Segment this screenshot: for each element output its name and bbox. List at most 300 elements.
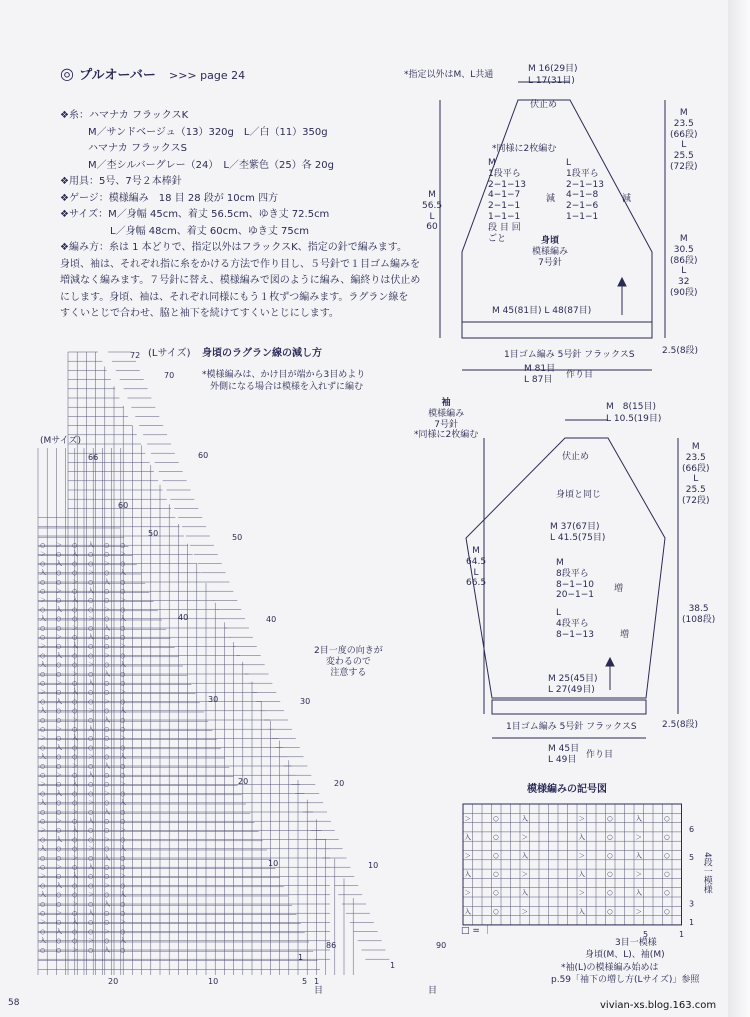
raglan-stitch-symbol: ○ <box>72 615 78 623</box>
pattern-col-label: 1 <box>679 929 685 939</box>
pattern-row-label: 3 <box>689 899 695 909</box>
raglan-stitch-symbol: ○ <box>40 634 46 641</box>
raglan-stitch-symbol: ○ <box>56 762 62 770</box>
raglan-stitch-symbol: ＞ <box>56 772 63 779</box>
pattern-stitch-symbol: ○ <box>664 814 670 823</box>
raglan-stitch-symbol: ○ <box>104 845 110 853</box>
raglan-stitch-symbol: ○ <box>40 588 46 595</box>
raglan-stitch-symbol: ＞ <box>104 882 111 890</box>
raglan-stitch-symbol: ○ <box>88 652 94 660</box>
raglan-stitch-symbol: ○ <box>88 762 94 770</box>
raglan-stitch-symbol: ○ <box>120 670 126 678</box>
raglan-stitch-symbol: 入 <box>56 744 63 752</box>
raglan-stitch-symbol: ＞ <box>72 900 79 908</box>
raglan-row-label-L: 60 <box>198 451 209 460</box>
raglan-stitch-symbol: ○ <box>88 606 94 614</box>
raglan-row-label-L: 50 <box>232 533 243 542</box>
raglan-stitch-symbol: ○ <box>40 652 46 660</box>
raglan-stitch-symbol: ○ <box>104 615 110 623</box>
raglan-stitch-symbol: ＞ <box>88 661 95 669</box>
pattern-stitch-symbol: 入 <box>578 907 585 916</box>
raglan-grid <box>30 340 450 1000</box>
sleeve-top-width-M: M 8(15目) <box>606 402 656 412</box>
raglan-stitch-symbol: ○ <box>40 928 46 936</box>
pattern-stitch-symbol: ○ <box>493 814 499 823</box>
raglan-stitch-symbol: 入 <box>104 670 111 678</box>
raglan-stitch-symbol: ＞ <box>104 560 111 568</box>
raglan-stitch-symbol: ○ <box>72 542 78 549</box>
raglan-stitch-symbol: ○ <box>56 873 62 881</box>
pattern-caption-2: *袖(L)の模様編み始めは <box>561 963 659 973</box>
raglan-col-label: 5 <box>302 977 308 986</box>
raglan-stitch-symbol: ＞ <box>40 873 47 881</box>
raglan-stitch-symbol: ＞ <box>104 790 111 798</box>
raglan-row-label-L: 20 <box>334 779 345 788</box>
raglan-stitch-symbol: ○ <box>104 891 110 899</box>
raglan-stitch-symbol: ○ <box>72 707 78 715</box>
raglan-stitch-symbol: ○ <box>56 900 62 908</box>
raglan-stitch-symbol: 入 <box>72 919 79 927</box>
raglan-stitch-symbol: 入 <box>88 588 95 595</box>
raglan-col-label: 10 <box>208 977 219 986</box>
raglan-stitch-symbol: ○ <box>56 753 62 761</box>
raglan-stitch-symbol: ＞ <box>56 726 63 733</box>
raglan-stitch-symbol: 入 <box>88 772 95 779</box>
raglan-stitch-symbol: ○ <box>40 808 46 816</box>
raglan-row-label-L: 10 <box>368 861 379 870</box>
raglan-stitch-symbol: ○ <box>120 606 126 614</box>
pattern-legend <box>461 926 492 937</box>
raglan-stitch-symbol: 入 <box>40 799 47 807</box>
raglan-stitch-symbol: ○ <box>104 680 110 687</box>
raglan-stitch-symbol: 入 <box>120 799 127 807</box>
method-line-4: にします。身頃、袖は、それぞれ同様にもう１枚ずつ編みます。ラグラン線を <box>60 291 409 303</box>
raglan-stitch-symbol: 入 <box>40 615 47 623</box>
body-lower-height: M 30.5 (86段) L 32 (90段) <box>670 234 698 298</box>
sleeve-bottom-width: M 25(45目) L 27(49目) <box>548 674 598 695</box>
raglan-row-label-M: 20 <box>238 777 249 786</box>
watermark: vivian-xs.blog.163.com <box>600 1000 717 1011</box>
raglan-stitch-symbol: ○ <box>88 928 94 936</box>
raglan-stitch-symbol: 入 <box>120 569 127 577</box>
raglan-stitch-symbol: ○ <box>72 937 78 945</box>
yarn-detail-1: M／サンドベージュ（13）320g L／白（11）350g <box>88 126 328 138</box>
raglan-stitch-symbol: ○ <box>120 790 126 798</box>
raglan-stitch-symbol: 入 <box>56 698 63 706</box>
body-raglan-height: M 23.5 (66段) L 25.5 (72段) <box>670 108 698 172</box>
pattern-stitch-symbol: ○ <box>493 832 499 841</box>
raglan-row-end-L: 90 <box>436 941 447 950</box>
raglan-stitch-symbol: ○ <box>72 588 78 595</box>
method-line-3: 増減なく編みます。７号針に替え、模様編みで図のように編み、編終りは伏止め <box>60 275 421 286</box>
raglan-stitch-symbol: ○ <box>56 845 62 853</box>
pattern-stitch-symbol: 入 <box>635 851 642 860</box>
raglan-stitch-symbol: ○ <box>72 753 78 761</box>
raglan-stitch-symbol: ＞ <box>88 845 95 853</box>
raglan-stitch-symbol: ○ <box>88 919 94 927</box>
instructions-block <box>60 108 420 323</box>
raglan-stitch-symbol: ＞ <box>120 873 127 881</box>
body-height: M 56.5 L 60 <box>422 190 443 233</box>
raglan-stitch-symbol: ＞ <box>56 864 63 871</box>
raglan-stitch-symbol: 入 <box>120 845 127 853</box>
raglan-stitch-symbol: ○ <box>56 946 62 954</box>
raglan-stitch-symbol: 入 <box>88 818 95 825</box>
page-reference: >>> page 24 <box>169 69 246 82</box>
raglan-stitch-symbol: ○ <box>40 542 46 549</box>
raglan-stitch-symbol: ○ <box>40 606 46 614</box>
raglan-stitch-symbol: ＞ <box>120 781 127 789</box>
sleeve-cast-on-word: 作り目 <box>586 750 614 760</box>
sleeve-height: M 64.5 L 66.5 <box>466 546 487 589</box>
pattern-stitch-symbol: ＞ <box>635 832 642 841</box>
body-rib-height: 2.5(8段) <box>662 346 699 356</box>
raglan-stitch-symbol: 入 <box>104 808 111 816</box>
raglan-stitch-symbol: 入 <box>72 643 79 651</box>
raglan-stitch-symbol: ○ <box>72 818 78 825</box>
pattern-stitch-symbol: ○ <box>607 814 613 823</box>
raglan-col-label: 1 <box>314 977 320 986</box>
raglan-stitch-symbol: ＞ <box>120 689 127 697</box>
raglan-stitch-symbol: ○ <box>120 560 126 568</box>
raglan-stitch-symbol: ○ <box>88 744 94 752</box>
raglan-stitch-symbol: ○ <box>40 726 46 733</box>
raglan-stitch-symbol: ○ <box>40 680 46 687</box>
raglan-stitch-symbol: ○ <box>104 689 110 697</box>
raglan-stitch-symbol: ○ <box>40 946 46 954</box>
raglan-stitch-symbol: ○ <box>104 818 110 825</box>
raglan-stitch-symbol: ○ <box>104 937 110 945</box>
body-dec-M: M 1段平ら 2−1−13 4−1−7 2−1−1 1−1−1 段 目 回 ごと <box>488 158 526 244</box>
raglan-stitch-symbol: 入 <box>56 606 63 614</box>
raglan-stitch-symbol: 入 <box>40 845 47 853</box>
raglan-stitch-symbol: ○ <box>72 560 78 568</box>
raglan-stitch-symbol: ○ <box>72 569 78 577</box>
raglan-stitch-symbol: ○ <box>56 937 62 945</box>
raglan-stitch-symbol: ○ <box>88 551 94 559</box>
yarn-detail-2: M／杢シルバーグレー（24） L／杢紫色（25）各 20g <box>88 159 334 171</box>
pattern-stitch-symbol: ＞ <box>578 814 585 823</box>
raglan-stitch-symbol: ○ <box>104 799 110 807</box>
raglan-stitch-symbol: ＞ <box>120 919 127 927</box>
sleeve-inc-word-M: 増 <box>614 584 624 594</box>
raglan-stitch-symbol: ○ <box>88 716 94 724</box>
raglan-stitch-symbol: ○ <box>40 910 46 917</box>
raglan-stitch-symbol: 入 <box>72 551 79 559</box>
body-width: M 45(81目) L 48(87目) <box>492 306 592 316</box>
raglan-stitch-symbol: ○ <box>40 560 46 568</box>
raglan-stitch-symbol: ○ <box>56 854 62 862</box>
raglan-stitch-symbol: ○ <box>56 661 62 669</box>
raglan-stitch-symbol: ＞ <box>120 643 127 651</box>
raglan-stitch-symbol: ○ <box>56 670 62 678</box>
raglan-stitch-symbol: ○ <box>40 790 46 798</box>
raglan-stitch-symbol: ○ <box>88 900 94 908</box>
raglan-stitch-symbol: 入 <box>104 900 111 908</box>
raglan-stitch-symbol: ○ <box>56 799 62 807</box>
raglan-row-label-M: 10 <box>268 859 279 868</box>
pattern-title: 模様編みの記号図 <box>527 784 607 795</box>
raglan-stitch-symbol: ＞ <box>72 624 79 632</box>
raglan-stitch-symbol: 入 <box>88 634 95 641</box>
raglan-row-label-M: 50 <box>148 529 159 538</box>
raglan-stitch-symbol: 入 <box>88 910 95 917</box>
raglan-stitch-symbol: ○ <box>88 624 94 632</box>
raglan-stitch-symbol: ＞ <box>56 818 63 825</box>
raglan-stitch-symbol: ○ <box>104 753 110 761</box>
raglan-stitch-symbol: 入 <box>120 937 127 945</box>
raglan-stitch-symbol: 入 <box>88 864 95 871</box>
raglan-stitch-symbol: ○ <box>56 551 62 559</box>
raglan-stitch-symbol: ○ <box>120 882 126 890</box>
raglan-stitch-symbol: ○ <box>56 569 62 577</box>
raglan-stitch-symbol: ○ <box>104 772 110 779</box>
raglan-stitch-symbol: ○ <box>104 873 110 881</box>
pattern-stitch-symbol: ○ <box>607 907 613 916</box>
raglan-stitch-symbol: 入 <box>56 560 63 568</box>
raglan-stitch-symbol: 入 <box>72 689 79 697</box>
pattern-col-label: 5 <box>643 929 649 939</box>
raglan-stitch-symbol: ＞ <box>88 615 95 623</box>
raglan-row-label-L: 70 <box>164 371 175 380</box>
raglan-stitch-symbol: ＞ <box>104 652 111 660</box>
raglan-stitch-symbol: ○ <box>56 891 62 899</box>
raglan-stitch-symbol: ○ <box>120 864 126 871</box>
raglan-stitch-symbol: ○ <box>120 726 126 733</box>
raglan-stitch-symbol: 入 <box>72 781 79 789</box>
raglan-stitch-symbol: ○ <box>104 726 110 733</box>
raglan-stitch-symbol: ○ <box>120 854 126 862</box>
raglan-note-1: *模様編みは、かけ目が端から3目めより <box>202 370 366 380</box>
raglan-stitch-symbol: ＞ <box>56 910 63 917</box>
raglan-stitch-symbol: ○ <box>88 854 94 862</box>
raglan-row-label-M: 66 <box>88 453 99 462</box>
raglan-stitch-symbol: ＞ <box>40 781 47 789</box>
raglan-stitch-symbol: ○ <box>72 836 78 844</box>
raglan-stitch-symbol: 入 <box>72 827 79 835</box>
raglan-stitch-symbol: ＞ <box>88 937 95 945</box>
raglan-stitch-symbol: ○ <box>120 772 126 779</box>
spiral-icon: ◎ <box>60 64 74 83</box>
raglan-stitch-symbol: ○ <box>88 670 94 678</box>
sleeve-upper-width: M 37(67目) L 41.5(75目) <box>550 522 606 543</box>
raglan-stitch-symbol: ○ <box>104 661 110 669</box>
pattern-stitch-symbol: ＞ <box>521 832 528 841</box>
pattern-stitch-symbol: ○ <box>607 888 613 897</box>
raglan-stitch-symbol: ＞ <box>56 680 63 687</box>
method-line-2: 身頃、袖は、それぞれ指に糸をかける方法で作り目し、５号針で１目ゴム編みを <box>60 258 420 270</box>
raglan-stitch-symbol: ○ <box>40 836 46 844</box>
sleeve-raglan-height: M 23.5 (66段) L 25.5 (72段) <box>682 442 710 506</box>
yarn-line: ❖糸：ハマナカ フラックスK <box>60 110 189 121</box>
pattern-stitch-symbol: ○ <box>607 832 613 841</box>
raglan-stitch-symbol: ○ <box>40 670 46 678</box>
raglan-stitch-symbol: 入 <box>88 542 95 549</box>
raglan-stitch-symbol: ○ <box>88 781 94 789</box>
method-line: ❖編み方：糸は 1 本どりで、指定以外はフラックスK、指定の針で編みます。 <box>60 242 407 253</box>
raglan-stitch-symbol: 入 <box>56 652 63 660</box>
raglan-row-label-L: 40 <box>266 615 277 624</box>
raglan-stitch-symbol: ○ <box>120 808 126 816</box>
pattern-stitch-symbol: 入 <box>521 851 528 860</box>
body-dec-word-M: 減 <box>546 194 556 204</box>
raglan-stitch-symbol: ＞ <box>40 643 47 651</box>
pattern-stitch-symbol: ＞ <box>464 814 471 823</box>
pattern-stitch-symbol: ○ <box>664 851 670 860</box>
raglan-stitch-symbol: ○ <box>56 643 62 651</box>
raglan-row-label-L: 72 <box>130 351 141 360</box>
raglan-stitch-symbol: ○ <box>120 624 126 632</box>
raglan-stitch-symbol: ○ <box>40 882 46 890</box>
raglan-stitch-symbol: ○ <box>88 698 94 706</box>
size-line-L: L／身幅 48cm、着丈 60cm、ゆき丈 75cm <box>110 225 309 237</box>
raglan-stitch-symbol: ＞ <box>104 744 111 752</box>
raglan-row-label-L: 30 <box>300 697 311 706</box>
pattern-stitch-symbol: ＞ <box>521 870 528 879</box>
raglan-stitch-symbol: ○ <box>56 615 62 623</box>
raglan-stitch-symbol: ＞ <box>56 634 63 641</box>
raglan-stitch-symbol: ＞ <box>104 698 111 706</box>
raglan-stitch-symbol: ○ <box>56 827 62 835</box>
pattern-stitch-symbol: 入 <box>521 888 528 897</box>
raglan-stitch-symbol: ＞ <box>104 606 111 614</box>
raglan-stitch-symbol: ○ <box>72 680 78 687</box>
raglan-stitch-symbol: ＞ <box>104 836 111 844</box>
raglan-stitch-symbol: ○ <box>104 551 110 559</box>
raglan-stitch-symbol: ○ <box>120 928 126 936</box>
raglan-stitch-symbol: ○ <box>120 634 126 641</box>
raglan-size-L: (Lサイズ) <box>148 348 191 359</box>
sleeve-inc-M: M 8段平ら 8−1−10 20−1−1 <box>556 558 594 601</box>
raglan-callout: 2目一度の向きが 変わるので 注意する <box>314 646 383 678</box>
raglan-stitch-symbol: ○ <box>120 818 126 825</box>
raglan-stitch-symbol: 入 <box>104 578 111 586</box>
pattern-stitch-symbol: ○ <box>493 870 499 879</box>
header <box>60 64 245 83</box>
sleeve-top-width-L: L 10.5(19目) <box>606 414 662 424</box>
raglan-stitch-symbol: 入 <box>104 854 111 862</box>
body-bind-off: 伏止め <box>530 100 558 110</box>
raglan-stitch-symbol: ○ <box>88 578 94 586</box>
raglan-stitch-symbol: 入 <box>72 597 79 605</box>
raglan-stitch-symbol: ○ <box>88 643 94 651</box>
raglan-stitch-symbol: ＞ <box>120 827 127 835</box>
pattern-stitch-symbol: ＞ <box>464 851 471 860</box>
sleeve-title: 袖 模様編み 7号針 *同様に2枚編む <box>414 398 479 441</box>
raglan-stitch-symbol: ○ <box>104 643 110 651</box>
body-ribbing: 1目ゴム編み 5号針 フラックスS <box>504 350 635 360</box>
body-count: *同様に2枚編む <box>492 144 557 154</box>
raglan-stitch-symbol: ○ <box>120 652 126 660</box>
raglan-stitch-symbol: 入 <box>120 753 127 761</box>
raglan-stitch-symbol: ○ <box>104 864 110 871</box>
pattern-title: プルオーバー <box>79 68 156 83</box>
body-dec-L: L 1段平ら 2−1−13 4−1−8 2−1−6 1−1−1 <box>566 158 604 222</box>
raglan-stitch-symbol: ＞ <box>40 919 47 927</box>
raglan-stitch-symbol: ○ <box>72 891 78 899</box>
raglan-row-label-M: 40 <box>178 613 189 622</box>
pattern-row-label: 6 <box>689 824 695 834</box>
raglan-stitch-symbol: 入 <box>120 891 127 899</box>
raglan-stitch-symbol: ○ <box>72 845 78 853</box>
raglan-stitch-symbol: ○ <box>40 578 46 586</box>
sleeve-cast-on: M 45目 L 49目 <box>548 744 580 765</box>
raglan-size-M: (Mサイズ) <box>40 436 82 446</box>
raglan-stitch-symbol: ○ <box>88 882 94 890</box>
raglan-stitch-symbol: ○ <box>104 569 110 577</box>
pattern-stitch-symbol: 入 <box>464 832 471 841</box>
pattern-stitch-symbol: 入 <box>464 907 471 916</box>
pattern-row-label: 1 <box>689 917 695 927</box>
pattern-stitch-symbol: 入 <box>578 832 585 841</box>
raglan-stitch-symbol: ○ <box>120 680 126 687</box>
raglan-stitch-symbol: ＞ <box>72 670 79 678</box>
raglan-stitch-symbol: ○ <box>104 634 110 641</box>
raglan-stitch-symbol: ○ <box>104 827 110 835</box>
raglan-stitch-symbol: ○ <box>120 744 126 752</box>
raglan-stitch-symbol: ○ <box>120 588 126 595</box>
raglan-stitch-symbol: ＞ <box>40 735 47 743</box>
pattern-stitch-symbol: ○ <box>493 907 499 916</box>
body-note: *指定以外はM、L共通 <box>404 70 494 80</box>
pattern-stitch-symbol: ○ <box>493 888 499 897</box>
raglan-stitch-symbol: ○ <box>120 698 126 706</box>
raglan-row-label-M: 30 <box>208 695 219 704</box>
raglan-stitch-symbol: 入 <box>88 726 95 733</box>
raglan-stitch-symbol: ○ <box>72 799 78 807</box>
pattern-stitch-symbol: ○ <box>664 907 670 916</box>
page-number: 58 <box>8 998 20 1008</box>
raglan-stitch-symbol: ○ <box>56 919 62 927</box>
raglan-stitch-symbol: ○ <box>104 735 110 743</box>
raglan-stitch-symbol: ○ <box>56 624 62 632</box>
raglan-stitch-symbol: ○ <box>120 900 126 908</box>
raglan-stitch-symbol: ○ <box>104 597 110 605</box>
raglan-stitch-symbol: ○ <box>72 864 78 871</box>
raglan-stitch-symbol: ○ <box>88 946 94 954</box>
body-top-width-L: L 17(31目) <box>528 76 575 86</box>
pattern-stitch-symbol: ○ <box>493 851 499 860</box>
pattern-stitch-symbol: ＞ <box>521 907 528 916</box>
yarn-line-2: ハマナカ フラックスS <box>88 143 188 154</box>
raglan-stitch-symbol: ＞ <box>72 716 79 724</box>
raglan-stitch-symbol: ＞ <box>88 569 95 577</box>
raglan-stitch-symbol: ○ <box>72 790 78 798</box>
body-cast-on: M 81目 L 87目 <box>524 364 556 385</box>
raglan-stitch-symbol: ○ <box>72 634 78 641</box>
pattern-stitch-symbol: 入 <box>578 870 585 879</box>
raglan-stitch-symbol: ○ <box>72 698 78 706</box>
raglan-stitch-symbol: 入 <box>40 891 47 899</box>
pattern-caption-3: p.59「袖下の増し方(Lサイズ)」参照 <box>551 975 700 985</box>
raglan-stitch-symbol: ○ <box>56 578 62 586</box>
raglan-stitch-symbol: ○ <box>88 836 94 844</box>
pattern-chart <box>455 780 735 995</box>
pattern-stitch-symbol: ＞ <box>578 888 585 897</box>
raglan-stitch-symbol: ○ <box>88 689 94 697</box>
raglan-stitch-symbol: 入 <box>120 661 127 669</box>
raglan-stitch-symbol: ○ <box>104 919 110 927</box>
raglan-stitch-symbol: ○ <box>120 716 126 724</box>
raglan-stitch-symbol: ○ <box>72 882 78 890</box>
sleeve-bind-off: 伏止め <box>562 452 590 462</box>
raglan-stitch-symbol: ○ <box>104 542 110 549</box>
raglan-stitch-symbol: ○ <box>72 661 78 669</box>
raglan-stitch-symbol: ＞ <box>56 588 63 595</box>
pattern-stitch-symbol: ＞ <box>635 907 642 916</box>
sleeve-inc-L: L 4段平ら 8−1−13 <box>556 608 594 640</box>
raglan-stitch-symbol: ○ <box>120 578 126 586</box>
